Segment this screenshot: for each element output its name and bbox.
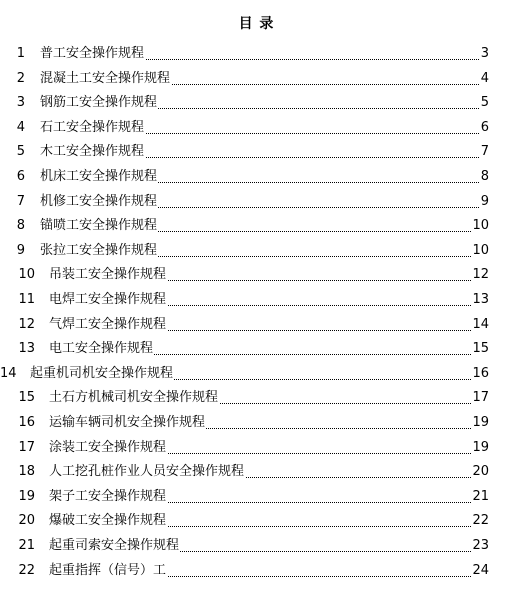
toc-entry-page: 23 [471, 536, 489, 556]
toc-entry-label[interactable]: 机床工安全操作规程 [40, 167, 158, 187]
toc-entry-page: 3 [480, 44, 489, 64]
toc-entry-number: 14 [0, 365, 17, 381]
toc-entry-page: 16 [471, 364, 489, 384]
toc-entry[interactable] [0, 561, 513, 586]
toc-entry-label[interactable]: 人工挖孔桩作业人员安全操作规程 [49, 462, 245, 482]
toc-entry-number: 9 [16, 242, 25, 258]
toc-entry-label[interactable]: 木工安全操作规程 [40, 142, 145, 162]
toc-entry-label[interactable]: 钢筋工安全操作规程 [40, 93, 158, 113]
toc-entry-label[interactable]: 气焊工安全操作规程 [49, 315, 167, 335]
toc-entry-number: 7 [16, 193, 25, 209]
toc-entry-number: 8 [16, 218, 25, 234]
toc-entry-label[interactable]: 电焊工安全操作规程 [49, 290, 167, 310]
toc-entry-page: 17 [471, 388, 489, 408]
toc-entry-number: 11 [18, 292, 35, 307]
toc-entry-page: 13 [471, 290, 489, 310]
toc-entry-label[interactable]: 土石方机械司机安全操作规程 [49, 388, 219, 408]
toc-entry-label[interactable]: 运输车辆司机安全操作规程 [49, 413, 206, 433]
toc-title: 目 录 [238, 16, 275, 32]
toc-entry-number: 21 [18, 538, 35, 553]
toc-entry-page: 24 [471, 561, 489, 581]
toc-entry-page: 14 [471, 315, 489, 335]
toc-entry-page: 7 [480, 142, 489, 162]
toc-entry-number: 17 [18, 439, 35, 455]
toc-entry-page: 10 [471, 241, 489, 261]
toc-entry-page: 4 [480, 69, 489, 89]
toc-entry-number: 3 [16, 95, 25, 111]
toc-entry-number: 6 [16, 169, 25, 184]
toc-entry-label[interactable]: 爆破工安全操作规程 [49, 511, 167, 531]
toc-entry-page: 22 [471, 511, 489, 531]
toc-entry-number: 5 [16, 144, 25, 160]
toc-entry-number: 4 [16, 119, 25, 135]
toc-entry-page: 15 [471, 339, 489, 359]
toc-entry-label[interactable]: 起重机司机安全操作规程 [30, 364, 174, 384]
toc-entry-label[interactable]: 起重指挥（信号）工 [49, 561, 167, 581]
toc-entry-label[interactable]: 锚喷工安全操作规程 [40, 216, 158, 236]
toc-entry-page: 20 [471, 462, 489, 482]
toc-entry-label[interactable]: 普工安全操作规程 [40, 44, 145, 64]
toc-entry-label[interactable]: 机修工安全操作规程 [40, 192, 158, 212]
toc-entry-page: 6 [480, 118, 489, 138]
toc-entry-number: 20 [18, 513, 35, 529]
toc-entry-label[interactable]: 石工安全操作规程 [40, 118, 145, 138]
toc-entry-number: 22 [18, 562, 35, 578]
toc-entry-number: 1 [16, 46, 25, 61]
toc-entry-page: 9 [480, 192, 489, 212]
toc-entry-page: 8 [480, 167, 489, 187]
toc-entry-label[interactable]: 电工安全操作规程 [49, 339, 154, 359]
toc-entry-label[interactable]: 架子工安全操作规程 [49, 487, 167, 507]
toc-entry-page: 5 [480, 93, 489, 113]
toc-entry-number: 18 [18, 464, 35, 480]
toc-entry-page: 10 [471, 216, 489, 236]
toc-entry-number: 13 [18, 341, 35, 357]
toc-entry-label[interactable]: 混凝土工安全操作规程 [40, 69, 171, 89]
toc-entry-label[interactable]: 起重司索安全操作规程 [49, 536, 180, 556]
toc-entry-page: 21 [471, 487, 489, 507]
toc-entry-label[interactable]: 张拉工安全操作规程 [40, 241, 158, 261]
toc-entry-number: 2 [16, 70, 25, 86]
toc-entry-number: 10 [18, 267, 35, 283]
toc-entry-label[interactable]: 吊装工安全操作规程 [49, 265, 167, 285]
toc-entry-number: 15 [18, 390, 35, 406]
toc-entry-page: 19 [471, 438, 489, 458]
toc-entry-label[interactable]: 涂装工安全操作规程 [49, 438, 167, 458]
toc-entry-page: 19 [471, 413, 489, 433]
toc-entry-number: 19 [18, 488, 35, 504]
toc-entry-number: 16 [18, 415, 35, 430]
toc-entry-page: 12 [471, 265, 489, 285]
toc-entry-number: 12 [18, 316, 35, 332]
